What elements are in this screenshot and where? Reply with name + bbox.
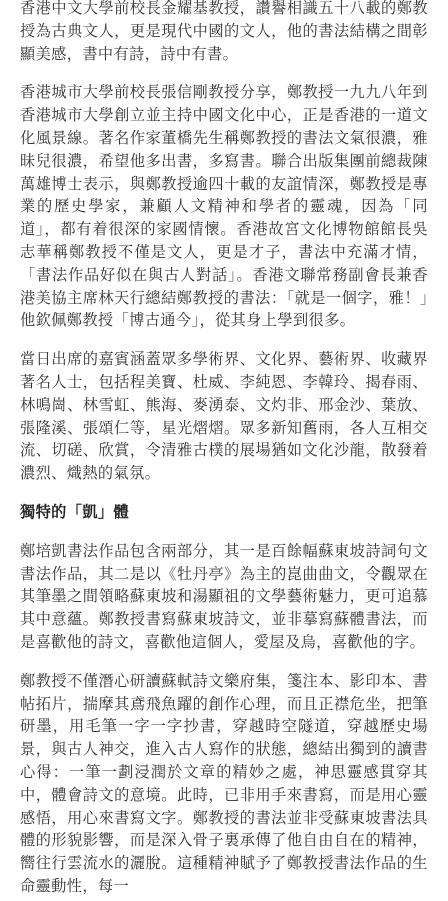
article-paragraph: 當日出席的嘉賓涵蓋眾多學術界、文化界、藝術界、收藏界著名人士，包括程美寶、杜威、李純恩、李韓玲、揭春雨、林鳴崗、林雪虹、熊海、麥湧泰、文灼非、邢金沙、葉放、張隆溪、張頌仁等，星光熠熠。眾多新知舊雨，各人互相交流、切磋、欣賞，令清雅古樸的展場猶如文化沙龍，散發着濃烈、熾熱的氣氛。 <box>20 350 428 483</box>
article-paragraph: 香港中文大學前校長金耀基教授，讚譽相識五十八載的鄭教授為古典文人，更是現代中國的文人，他的書法結構之間彰顯美感，書中有詩，詩中有書。 <box>20 0 428 63</box>
article-paragraph: 香港城市大學前校長張信剛教授分享，鄭教授一九九八年到香港城市大學創立並主持中國文化中心，正是香港的一道文化風景線。著名作家董橋先生稱鄭教授的書法文氣很濃，雅昧兒很濃，希望他多出書，多寫書。聯合出版集團前總裁陳萬雄博士表示，與鄭教授逾四十載的友誼情深，鄭教授是專業的歷史學家，兼顧人文精神和學者的靈魂，因為「同道」，都有着很深的家國情懷。香港故宮文化博物館館長吳志華稱鄭教授不僅是文人，更是才子，書法中充滿才情，「書法作品好似在與古人對話」。香港文聯常務副會長兼香港美協主席林天行總結鄭教授的書法：「就是一個字，雅！」他欽佩鄭教授「博古通今」，從其身上學到很多。 <box>20 83 428 330</box>
article-paragraph: 鄭教授不僅潛心研讀蘇軾詩文樂府集，箋注本、影印本、書帖拓片，揣摩其鳶飛魚躍的創作心理，而且正襟危坐，把筆研墨，用毛筆一字一字抄書，穿越時空隧道，穿越歷史場景，與古人神交，進入古人寫作的狀態，總結出獨到的讀書心得：一筆一劃浸潤於文章的精妙之處，神思靈感貫穿其中，體會詩文的意境。此時，已非用手來書寫，而是用心靈感悟，用心來書寫文字。鄭教授的書法並非受蘇東坡書法具體的形貌影響，而是深入骨子裏承傳了他自由自在的精神，嚮往行雲流水的灑脫。這種精神賦予了鄭教授書法作品的生命靈動性，每一 <box>20 671 428 895</box>
paragraph-gap <box>20 654 428 670</box>
paragraph-gap <box>20 332 428 348</box>
paragraph-gap <box>20 524 428 540</box>
paragraph-gap <box>20 65 428 81</box>
paragraph-gap <box>20 485 428 501</box>
section-heading: 獨特的「凱」體 <box>20 502 130 521</box>
article-paragraph: 鄭培凱書法作品包含兩部分，其一是百餘幅蘇東坡詩詞句文書法作品，其二是以《牡丹亭》為主的崑曲曲文，令觀眾在其筆墨之間領略蘇東坡和湯顯祖的文學藝術魅力，更可追慕其中意蘊。鄭教授書寫蘇東坡詩文，並非摹寫蘇體書法，而是喜歡他的詩文，喜歡他這個人，愛屋及烏，喜歡他的字。 <box>20 541 428 651</box>
